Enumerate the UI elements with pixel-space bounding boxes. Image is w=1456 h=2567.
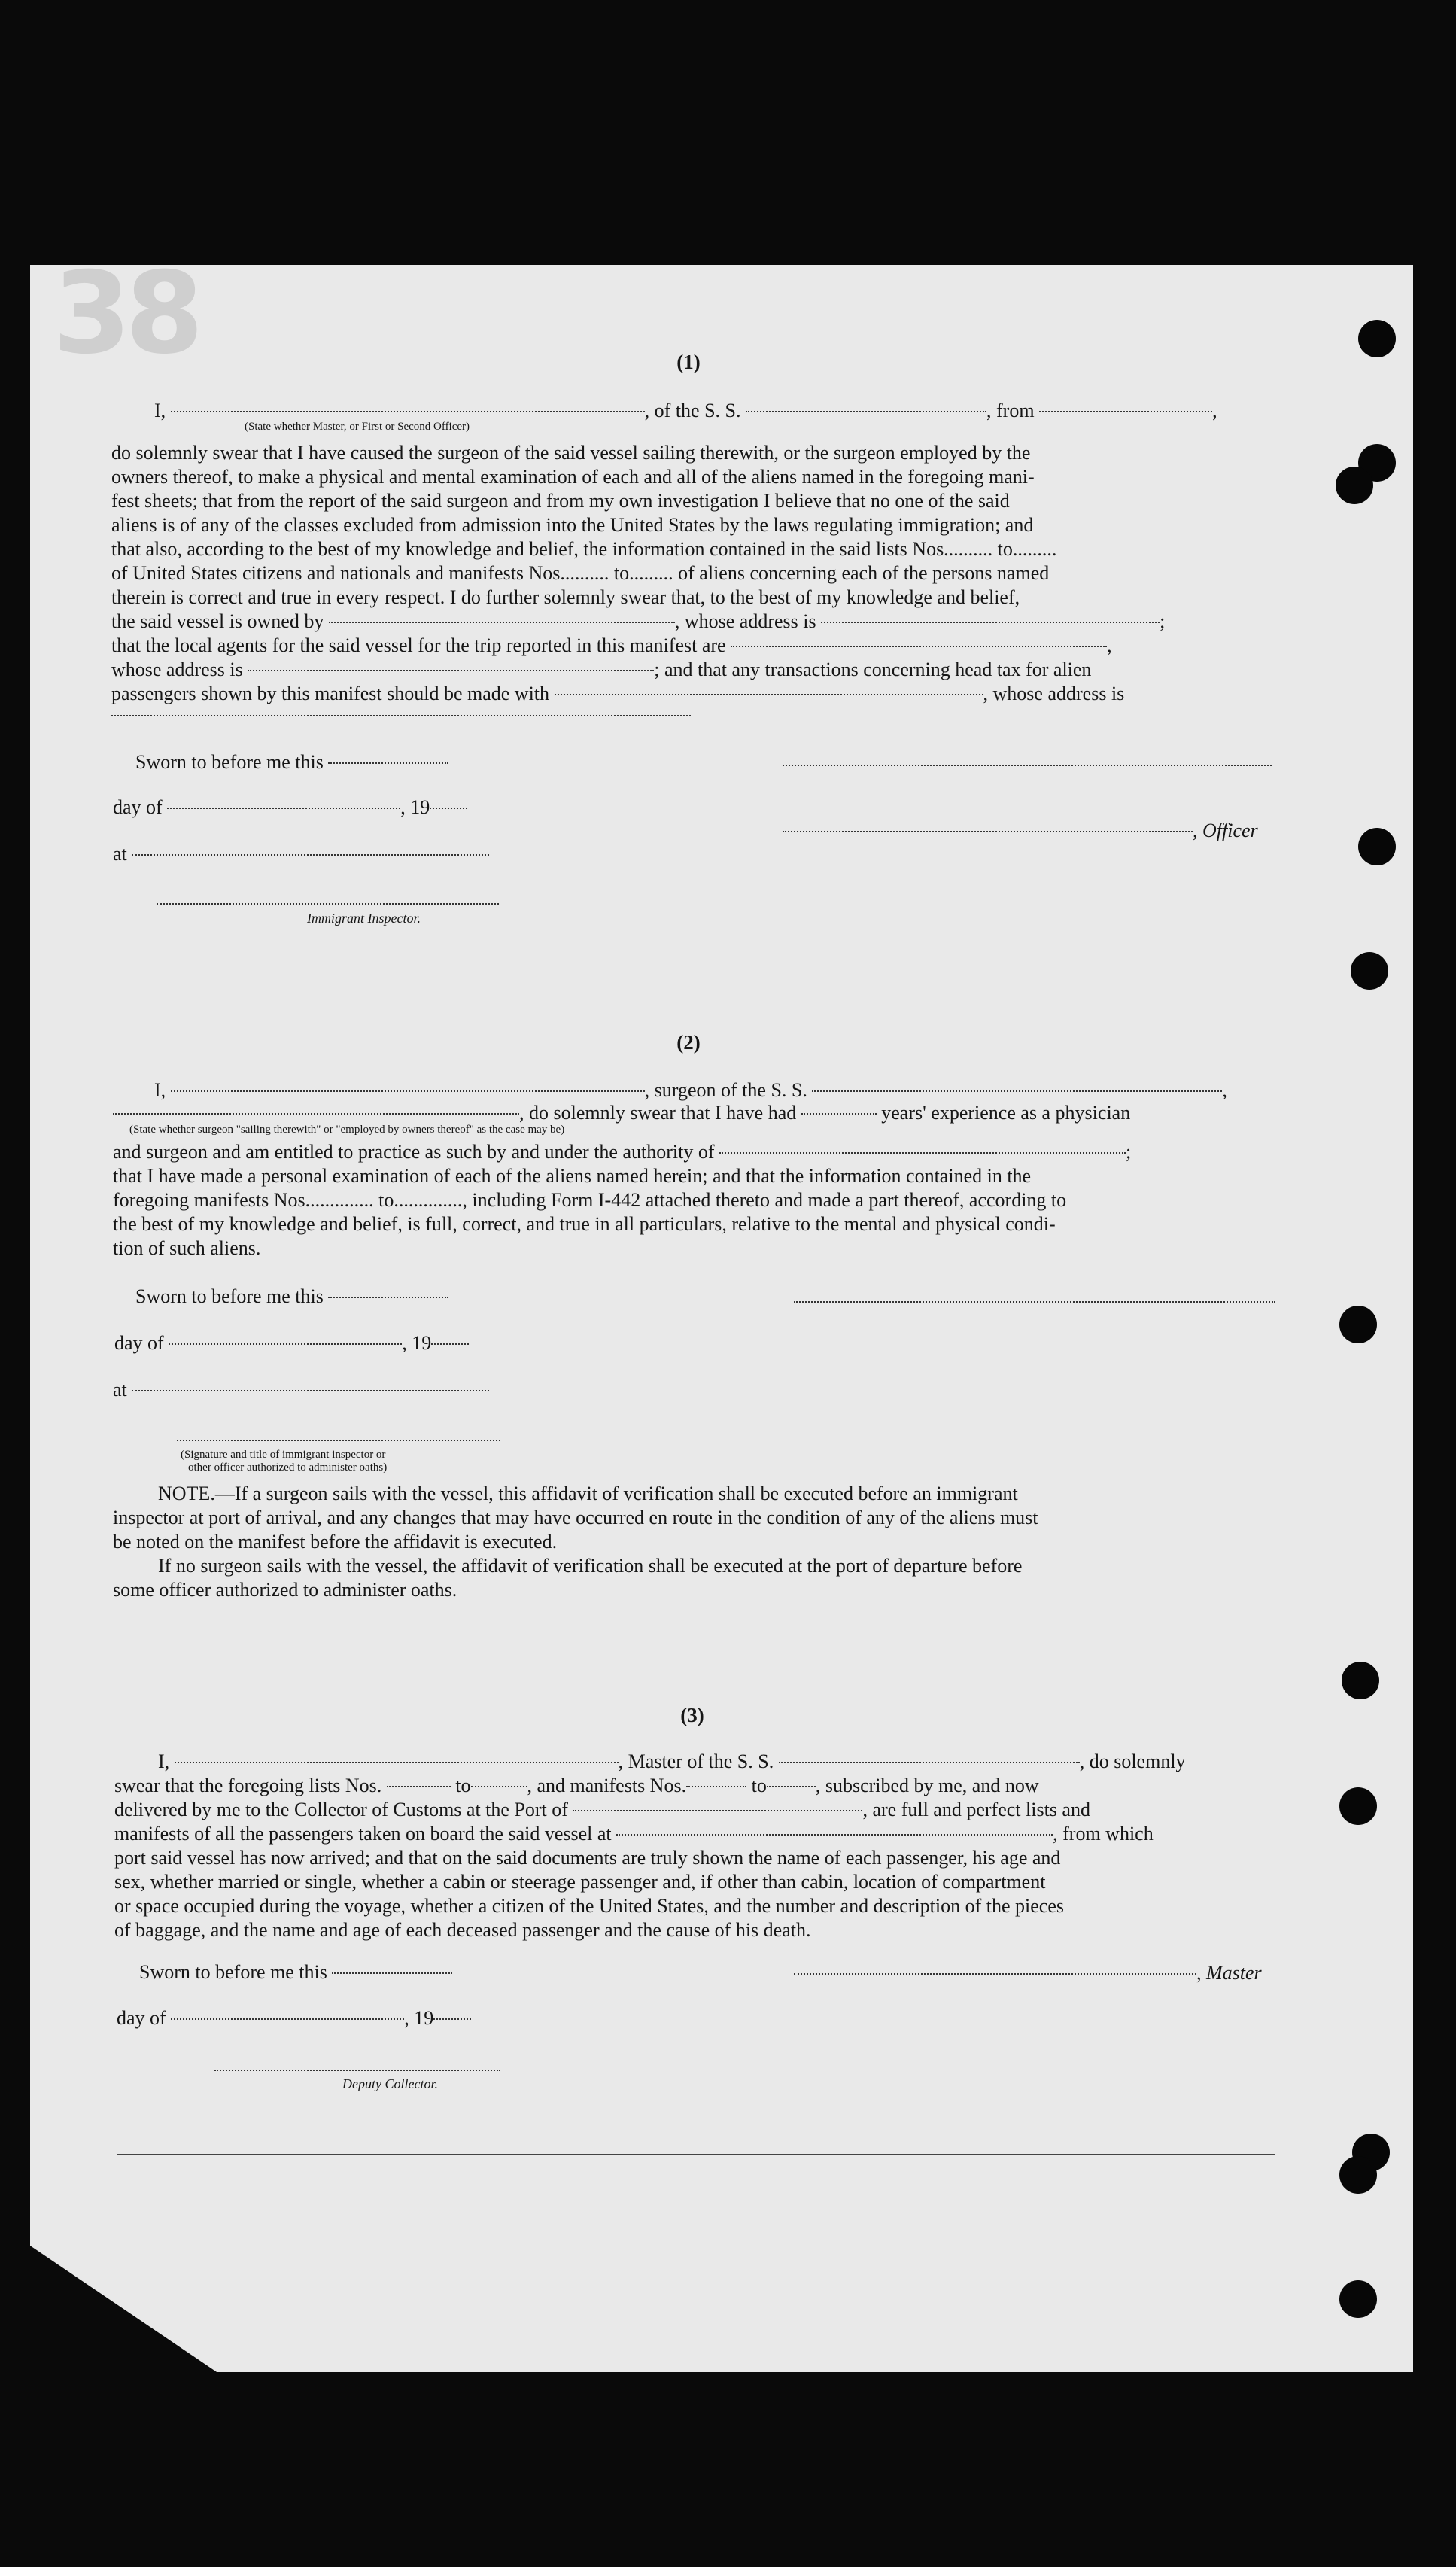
blank-headtax-address[interactable] — [111, 715, 691, 716]
text: , Master of the S. S. — [618, 1750, 774, 1772]
section-1-headtax-line — [111, 683, 1124, 705]
text: , are full and perfect lists and — [862, 1799, 1090, 1820]
blank-surgeon[interactable] — [171, 1090, 645, 1092]
section-3-day — [117, 2007, 471, 2030]
blank-year[interactable] — [431, 1343, 469, 1345]
blank-vessel[interactable] — [746, 411, 986, 412]
section-2-line-3 — [113, 1141, 1131, 1163]
blank-year[interactable] — [433, 2018, 471, 2020]
binder-hole — [1336, 467, 1373, 504]
blank-list-from[interactable] — [387, 1786, 451, 1787]
blank-officer-title[interactable] — [783, 831, 1193, 832]
bottom-rule — [117, 2154, 1275, 2155]
binder-hole — [1358, 828, 1396, 865]
section-1-para-line: therein is correct and true in every respect. I do further solemnly swear that, to the best of my knowledge and belief, — [111, 586, 1020, 608]
text: I, — [154, 1079, 166, 1101]
signature-officer[interactable] — [783, 765, 1272, 766]
blank-day[interactable] — [167, 808, 400, 809]
text: that the local agents for the said vessel for the trip reported in this manifest are — [111, 634, 726, 656]
section-1-para-line: of United States citizens and nationals and manifests Nos.......... to......... of aliens concerning each of the persons named — [111, 562, 1050, 584]
text: , 19 — [404, 2007, 434, 2029]
faded-page-number: 38 — [53, 248, 198, 379]
section-1-para-line: aliens is of any of the classes excluded from admission into the United States by the laws regulating immigration; and — [111, 514, 1034, 536]
binder-hole — [1339, 1306, 1377, 1343]
binder-hole — [1339, 2156, 1377, 2194]
note-line: NOTE.—If a surgeon sails with the vessel, this affidavit of verification shall be executed before an immigrant — [158, 1483, 1018, 1504]
blank-sworn-day[interactable] — [332, 1972, 452, 1974]
section-1-para-line: do solemnly swear that I have caused the surgeon of the said vessel sailing therewith, or the surgeon employed by the — [111, 442, 1031, 464]
section-1-at — [113, 843, 489, 865]
section-3-para-line: port said vessel has now arrived; and that on the said documents are truly shown the name of each passenger, his age and — [114, 1847, 1061, 1869]
section-1-para-line: that also, according to the best of my knowledge and belief, the information contained in the said lists Nos.......... to......... — [111, 538, 1057, 560]
text: , from which — [1053, 1823, 1154, 1845]
text: , from — [986, 400, 1035, 421]
blank-at[interactable] — [132, 1390, 489, 1391]
note-line: If no surgeon sails with the vessel, the affidavit of verification shall be executed at the port of departure before — [158, 1555, 1023, 1577]
blank-agent-address[interactable] — [248, 670, 654, 671]
section-3-para-line: sex, whether married or single, whether a cabin or steerage passenger and, if other than cabin, location of compartment — [114, 1871, 1046, 1893]
binder-hole — [1339, 1787, 1377, 1825]
text: ; and that any transactions concerning head tax for alien — [654, 658, 1092, 680]
signature-inspector[interactable] — [157, 903, 499, 905]
blank-departure-port[interactable] — [616, 1834, 1053, 1836]
text: , and manifests Nos. — [527, 1775, 687, 1796]
text: ; — [1160, 610, 1166, 632]
blank-surgeon-status[interactable] — [113, 1113, 519, 1115]
blank-from[interactable] — [1039, 411, 1212, 412]
blank-headtax[interactable] — [555, 694, 983, 695]
text: , do solemnly — [1079, 1750, 1186, 1772]
text: , whose address is — [983, 683, 1125, 704]
inspector-caption: Immigrant Inspector. — [307, 911, 421, 926]
text: whose address is — [111, 658, 243, 680]
section-3-line-2 — [114, 1775, 1039, 1797]
text: Sworn to before me this — [135, 1285, 324, 1307]
blank-owner[interactable] — [329, 622, 675, 623]
text: to — [751, 1775, 767, 1796]
blank-manifest-to[interactable] — [767, 1786, 816, 1787]
section-3-sworn — [139, 1961, 452, 1984]
section-2-sworn — [135, 1285, 448, 1308]
blank-owner-address[interactable] — [821, 622, 1160, 623]
text: , Master — [1196, 1962, 1262, 1984]
text: Sworn to before me this — [139, 1961, 327, 1983]
text: , — [1222, 1079, 1227, 1101]
text: , subscribed by me, and now — [815, 1775, 1039, 1796]
section-2-line-1 — [154, 1079, 1227, 1102]
binder-hole — [1339, 2280, 1377, 2318]
text: ; — [1126, 1141, 1132, 1163]
section-3-line-3 — [114, 1799, 1090, 1821]
section-1-address-line — [111, 658, 1091, 681]
section-1-agents-line — [111, 634, 1112, 657]
text: at — [113, 843, 127, 865]
section-2-para-line: tion of such aliens. — [113, 1237, 261, 1259]
signature-master[interactable] — [794, 1973, 1196, 1975]
text: , 19 — [402, 1332, 432, 1354]
section-3-line-1 — [158, 1750, 1186, 1773]
text: , 19 — [400, 796, 430, 818]
section-2-para-line: that I have made a personal examination of each of the aliens named herein; and that the information contained in the — [113, 1165, 1032, 1187]
section-1-sworn — [135, 751, 448, 774]
note-line: be noted on the manifest before the affidavit is executed. — [113, 1531, 558, 1553]
note-line: some officer authorized to administer oaths. — [113, 1579, 457, 1601]
blank-sworn-day[interactable] — [328, 1297, 448, 1298]
blank-authority[interactable] — [719, 1152, 1126, 1154]
text: the said vessel is owned by — [111, 610, 324, 632]
binder-hole — [1351, 952, 1388, 990]
blank-agents[interactable] — [731, 646, 1107, 647]
text: , of the S. S. — [644, 400, 741, 421]
text: passengers shown by this manifest should be made with — [111, 683, 550, 704]
signature-administering-officer[interactable] — [177, 1440, 500, 1441]
blank-sworn-day[interactable] — [328, 762, 448, 764]
text: years' experience as a physician — [881, 1102, 1131, 1124]
blank-port[interactable] — [573, 1810, 862, 1811]
section-3-para-line: of baggage, and the name and age of each deceased passenger and the cause of his death. — [114, 1919, 811, 1941]
section-2-line-2 — [113, 1102, 1130, 1124]
text: I, — [158, 1750, 170, 1772]
text: day of — [117, 2007, 166, 2029]
blank-at[interactable] — [132, 854, 489, 856]
text: , Officer — [1193, 820, 1258, 841]
section-3-para-line: or space occupied during the voyage, whether a citizen of the United States, and the number and description of the pieces — [114, 1895, 1065, 1917]
text: , — [1107, 634, 1112, 656]
text: , surgeon of the S. S. — [644, 1079, 807, 1101]
section-1-officer-note: (State whether Master, or First or Second Officer) — [245, 421, 470, 433]
blank-master[interactable] — [175, 1762, 619, 1763]
text: to — [455, 1775, 471, 1796]
signature-collector[interactable] — [214, 2070, 500, 2071]
section-2-number: (2) — [676, 1031, 701, 1054]
section-1-number: (1) — [676, 351, 701, 373]
text: , — [1212, 400, 1217, 421]
section-3-line-4 — [114, 1823, 1154, 1845]
section-2-para-line: foregoing manifests Nos.............. to.............., including Form I-442 attached thereto and made a part thereof, according to — [113, 1189, 1067, 1211]
blank-manifest-from[interactable] — [686, 1786, 746, 1787]
blank-day[interactable] — [171, 2018, 404, 2020]
text: at — [113, 1379, 127, 1401]
text: , whose address is — [674, 610, 816, 632]
text: day of — [114, 1332, 164, 1354]
binder-hole — [1342, 1662, 1379, 1699]
collector-caption: Deputy Collector. — [342, 2076, 438, 2091]
text: Sworn to before me this — [135, 751, 324, 773]
section-1-officer — [783, 820, 1258, 842]
section-1-line-1 — [154, 400, 1217, 422]
note-line: inspector at port of arrival, and any changes that may have occurred en route in the condition of any of the aliens must — [113, 1507, 1038, 1528]
signature-surgeon[interactable] — [794, 1301, 1275, 1303]
sig-note-2: other officer authorized to administer oaths) — [188, 1461, 388, 1474]
text: day of — [113, 796, 163, 818]
binder-hole — [1358, 320, 1396, 357]
blank-day[interactable] — [169, 1343, 402, 1345]
section-1-owner-line — [111, 610, 1165, 633]
section-2-surgeon-note: (State whether surgeon "sailing therewith" or "employed by owners thereof" as the case may be) — [129, 1124, 565, 1136]
section-3-number: (3) — [680, 1704, 704, 1726]
section-2-at — [113, 1379, 489, 1401]
section-1-para-line: owners thereof, to make a physical and mental examination of each and all of the aliens named in the foregoing mani- — [111, 466, 1035, 488]
section-3-master — [794, 1962, 1262, 1985]
text: delivered by me to the Collector of Customs at the Port of — [114, 1799, 568, 1820]
section-1-para-line: fest sheets; that from the report of the said surgeon and from my own investigation I believe that no one of the said — [111, 490, 1010, 512]
section-2-para-line: the best of my knowledge and belief, is full, correct, and true in all particulars, relative to the mental and physical condi- — [113, 1213, 1056, 1235]
text: swear that the foregoing lists Nos. — [114, 1775, 382, 1796]
blank-vessel[interactable] — [812, 1090, 1222, 1092]
text: and surgeon and am entitled to practice as such by and under the authority of — [113, 1141, 715, 1163]
blank-years[interactable] — [801, 1113, 877, 1115]
sig-note-1: (Signature and title of immigrant inspector or — [181, 1449, 386, 1461]
text: I, — [154, 400, 166, 421]
text: manifests of all the passengers taken on board the said vessel at — [114, 1823, 612, 1845]
blank-list-to[interactable] — [471, 1786, 527, 1787]
section-1-day — [113, 796, 467, 819]
blank-year[interactable] — [430, 808, 467, 809]
blank-officer[interactable] — [171, 411, 645, 412]
blank-vessel[interactable] — [779, 1762, 1080, 1763]
text: , do solemnly swear that I have had — [519, 1102, 797, 1124]
section-2-day — [114, 1332, 469, 1355]
